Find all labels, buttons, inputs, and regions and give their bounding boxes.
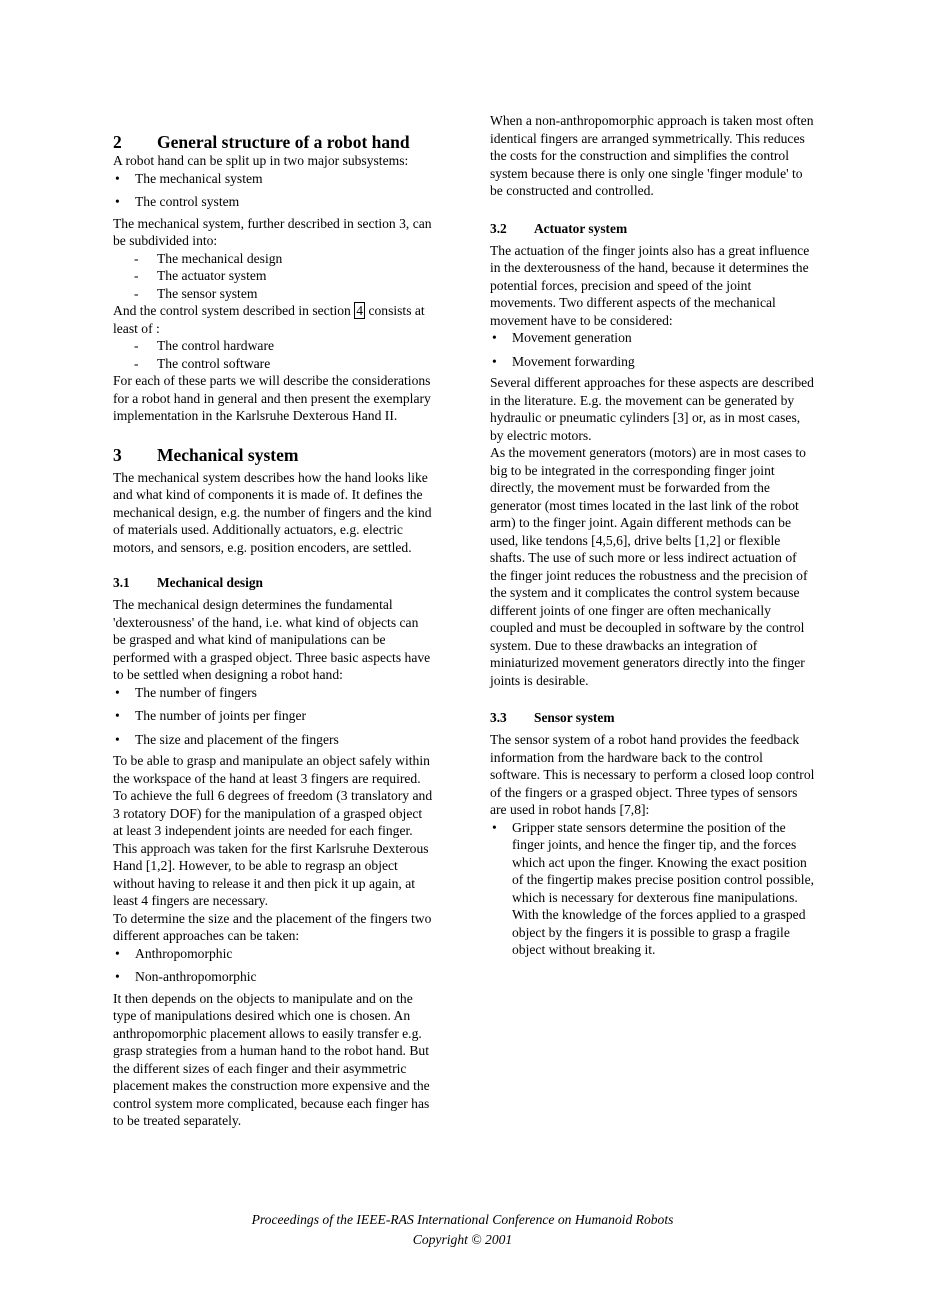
paragraph: The mechanical design determines the fundamental 'dexterousness' of the hand, i.e. what kind of objects can be grasped and what kind of manipulations can be performed with a grasped object. Three basic aspects have to be settled when designing a robot hand:: [113, 597, 431, 682]
paragraph: For each of these parts we will describe the considerations for a robot hand in general and then present the exemplary implementation in the Karlsruhe Dexterous Hand II.: [113, 373, 431, 423]
left-column: [113, 112, 433, 1130]
section-3-2-heading: 3.2 Actuator system: [490, 220, 628, 236]
section-2-heading: 2 General structure of a robot hand: [113, 132, 410, 152]
list-item: • The mechanical system: [113, 170, 433, 188]
paragraph: A robot hand can be split up in two major subsystems:: [113, 153, 409, 168]
paragraph: When a non-anthropomorphic approach is taken most often identical fingers are arranged symmetrically. This reduces the costs for the construction and simplifies the control system because there is only one single 'finger module' to be constructed and controlled.: [490, 113, 814, 198]
list-item: • The number of joints per finger: [113, 707, 433, 725]
list-item: • The size and placement of the fingers: [113, 731, 433, 749]
right-column: [490, 112, 815, 965]
section-3-heading: 3 Mechanical system: [113, 444, 299, 465]
footer-proceedings: Proceedings of the IEEE-RAS International Conference on Humanoid Robots: [251, 1212, 674, 1227]
list-item: - The control software: [113, 355, 433, 373]
paragraph: To be able to grasp and manipulate an object safely within the workspace of the hand at least 3 fingers are required. To achieve the full 6 degrees of freedom (3 translatory and 3 rotatory DOF) for the manipulation of a grasped object at least 3 independent joints are needed for each finger. This approach was taken for the first Karlsruhe Dexterous Hand [1,2]. However, to be able to regrasp an object without having to release it and then pick it up again, at least 4 fingers are necessary.: [113, 753, 433, 908]
list-item: • Gripper state sensors determine the position of the finger joints, and hence the finger tip, and the forces which act upon the finger. Knowing the exact position of the fingertip makes precise position control possible, which is necessary for dexterous fine manipulations. With the knowledge of the forces applied to a grasped object by the fingers it is possible to grasp a fragile object without breaking it.: [490, 819, 815, 959]
list-item: • Movement forwarding: [490, 353, 815, 371]
list-item: - The mechanical design: [113, 250, 433, 268]
list-item: • The number of fingers: [113, 684, 433, 702]
list-item: • Anthropomorphic: [113, 945, 433, 963]
paragraph: As the movement generators (motors) are in most cases to big to be integrated in the corresponding finger joint directly, the movement must be forwarded from the generator (most times located in the last link of the robot arm) to the finger joint. Again different methods can be used, like tendons [4,5,6], drive belts [1,2] or flexible shafts. The use of such more or less indirect actuation of the finger joint reduces the robustness and the precision of the system and it complicates the control system because different joints of one finger are often mechanically coupled and must be decoupled in software by the control system. Due to these drawbacks an integration of miniaturized movement generators directly into the finger joints is desirable.: [490, 445, 808, 688]
list-item: • Non-anthropomorphic: [113, 968, 433, 986]
list-item: - The actuator system: [113, 267, 433, 285]
section-reference-link[interactable]: 4: [356, 303, 364, 318]
section-3-3-heading: 3.3 Sensor system: [490, 710, 615, 725]
list-item: - The control hardware: [113, 337, 433, 355]
dash-list: [113, 337, 433, 372]
section-3-1-heading: 3.1 Mechanical design: [113, 575, 264, 590]
paragraph: The mechanical system describes how the hand looks like and what kind of components it is made of. It defines the mechanical design, e.g. the number of fingers and the kind of materials used. Additionally actuators, e.g. electric motors, and sensors, e.g. position encoders, are settled.: [113, 469, 432, 555]
bullet-list: [113, 945, 433, 986]
paragraph: The actuation of the finger joints also has a great influence in the dexterousness of the hand, because it determines the potential forces, precision and speed of the joint movements. Two different aspects of the mechanical movement have to be considered:: [490, 242, 810, 328]
paragraph: Several different approaches for these aspects are described in the literature. E.g. the movement can be generated by hydraulic or pneumatic cylinders [3] or, as in most cases, by electric motors.: [490, 375, 814, 443]
bullet-list: [113, 170, 433, 211]
list-item: - The sensor system: [113, 285, 433, 303]
paragraph: To determine the size and the placement of the fingers two different approaches can be taken:: [113, 910, 432, 943]
paragraph: The sensor system of a robot hand provides the feedback information from the hardware back to the control software. This is necessary to perform a closed loop control of the fingers or a grasped object. Three types of sensors are used in robot hands [7,8]:: [490, 732, 815, 817]
bullet-list: [113, 684, 433, 749]
bullet-list: [490, 819, 815, 959]
footer-copyright: Copyright © 2001: [412, 1232, 513, 1247]
paragraph: The mechanical system, further described in section 3, can be subdivided into:: [113, 215, 432, 248]
dash-list: [113, 250, 433, 303]
paragraph: It then depends on the objects to manipulate and on the type of manipulations desired which one is chosen. An anthropomorphic placement allows to easily transfer e.g. grasp strategies from a human hand to the robot hand. But the different sizes of each finger and their asymmetric placement makes the construction more expensive and the control system more complicated, because each finger has to be treated separately.: [113, 990, 430, 1128]
bullet-list: [490, 329, 815, 370]
list-item: • The control system: [113, 193, 433, 211]
paragraph: And the control system described in section 4 consists at least of :: [113, 303, 425, 336]
list-item: • Movement generation: [490, 329, 815, 347]
page-footer: [0, 1210, 925, 1250]
